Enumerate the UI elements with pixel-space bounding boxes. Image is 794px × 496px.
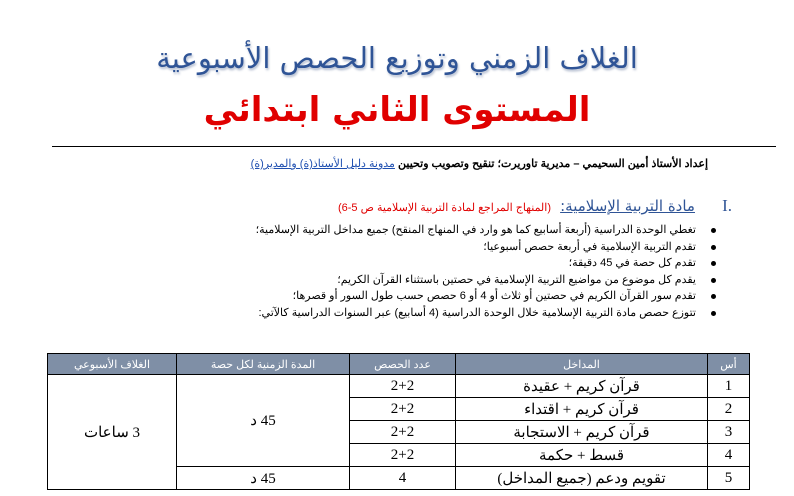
bullet-icon <box>711 245 716 250</box>
week-cell: 4 <box>708 444 750 467</box>
bullet-icon <box>711 278 716 283</box>
count-cell: 2+2 <box>350 375 456 398</box>
entry-cell: قسط + حكمة <box>456 444 708 467</box>
list-item-text: تتوزع حصص مادة التربية الإسلامية خلال الوحدة الدراسية (4 أسابيع) عبر السنوات الدراسية كالآتي: <box>258 306 696 319</box>
section-title: مادة التربية الإسلامية: <box>560 197 695 215</box>
list-item-text: تقدم كل حصة في 45 دقيقة؛ <box>568 257 696 270</box>
table-row <box>48 375 750 398</box>
author-credit <box>48 157 708 170</box>
bullet-icon <box>711 261 716 266</box>
list-item-text: تقدم التربية الإسلامية في أربعة حصص أسبوعيا؛ <box>483 240 696 253</box>
header-week: أس <box>708 354 750 375</box>
bullet-icon <box>711 311 716 316</box>
week-cell: 2 <box>708 398 750 421</box>
list-item-text: تغطي الوحدة الدراسية (أربعة أسابيع كما هو وارد في المنهاج المنقح) جميع مداخل التربية الإسلامية؛ <box>255 224 696 236</box>
bullet-list <box>98 222 718 322</box>
list-item <box>98 288 718 305</box>
document-subtitle: المستوى الثاني ابتدائي <box>203 90 591 130</box>
section-heading <box>132 196 732 216</box>
entry-cell: قرآن كريم + عقيدة <box>456 375 708 398</box>
duration-cell: 45 د <box>177 467 350 490</box>
header-entries: المداخل <box>456 354 708 375</box>
list-item-text: تقدم سور القرآن الكريم في حصتين أو ثلاث أو 4 أو 6 حصص حسب طول السور أو قصرها؛ <box>292 290 696 303</box>
header-duration: المدة الزمنية لكل حصة <box>177 354 350 375</box>
count-cell: 2+2 <box>350 398 456 421</box>
list-item <box>98 272 718 289</box>
week-cell: 1 <box>708 375 750 398</box>
merged-duration-cell: 45 د <box>177 375 350 467</box>
table-header-row <box>48 354 750 375</box>
bullet-icon <box>711 294 716 299</box>
count-cell: 2+2 <box>350 421 456 444</box>
merged-envelope-cell: 3 ساعات <box>48 375 177 490</box>
entry-cell: تقويم ودعم (جميع المداخل) <box>456 467 708 490</box>
list-item <box>98 239 718 256</box>
list-item-text: يقدم كل موضوع من مواضيع التربية الإسلامية في حصتين باستثناء القرآن الكريم؛ <box>337 273 696 286</box>
week-cell: 5 <box>708 467 750 490</box>
count-cell: 2+2 <box>350 444 456 467</box>
bullet-icon <box>711 228 716 233</box>
week-cell: 3 <box>708 421 750 444</box>
section-reference-note: (المنهاج المراجع لمادة التربية الإسلامية ص 5-6) <box>337 202 552 214</box>
count-cell: 4 <box>350 467 456 490</box>
list-item <box>98 222 718 239</box>
divider-line <box>52 146 776 147</box>
document-title: الغلاف الزمني وتوزيع الحصص الأسبوعية <box>156 41 638 75</box>
entry-cell: قرآن كريم + اقتداء <box>456 398 708 421</box>
entry-cell: قرآن كريم + الاستجابة <box>456 421 708 444</box>
header-envelope: الغلاف الأسبوعي <box>48 354 177 375</box>
sessions-table <box>47 353 750 490</box>
list-item <box>98 255 718 272</box>
header-count: عدد الحصص <box>350 354 456 375</box>
blog-link[interactable]: مدونة دليل الأستاذ(ة) والمدير(ة) <box>250 158 395 170</box>
author-credit-text: إعداد الأستاذ أمين السحيمي – مديرية تاوريرت؛ تنقيح وتصويب وتحيين <box>398 158 708 170</box>
list-item <box>98 305 718 322</box>
section-number: .I <box>722 196 732 215</box>
